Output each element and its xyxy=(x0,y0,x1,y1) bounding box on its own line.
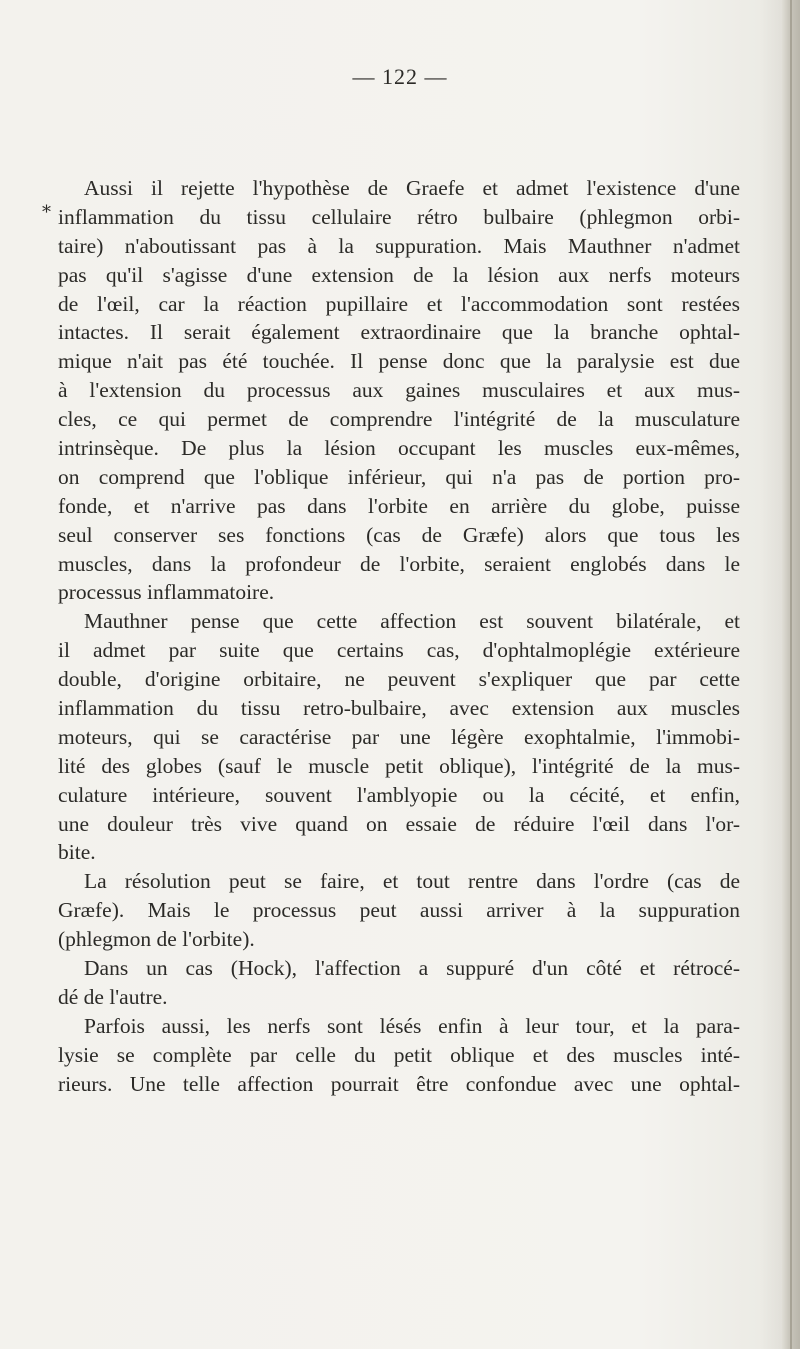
text-line: cles, ce qui permet de comprendre l'intégrité de la musculature xyxy=(58,407,740,432)
text-line: muscles, dans la profondeur de l'orbite, seraient englobés dans le xyxy=(58,551,740,576)
text-line: lysie se complète par celle du petit oblique et des muscles inté- xyxy=(58,1042,740,1067)
text-line: il admet par suite que certains cas, d'ophtalmoplégie extérieure xyxy=(58,638,740,663)
text-line: on comprend que l'oblique inférieur, qui n'a pas de portion pro- xyxy=(58,464,740,489)
text-line: intactes. Il serait également extraordinaire que la branche ophtal- xyxy=(58,320,740,345)
text-line: intrinsèque. De plus la lésion occupant les muscles eux-mêmes, xyxy=(58,436,740,461)
page-number: — 122 — xyxy=(352,64,448,89)
text-line: (phlegmon de l'orbite). xyxy=(58,927,255,952)
text-line: Mauthner pense que cette affection est souvent bilatérale, et xyxy=(84,609,740,634)
text-line: dé de l'autre. xyxy=(58,984,168,1009)
text-line: mique n'ait pas été touchée. Il pense donc que la paralysie est due xyxy=(58,349,740,374)
text-line: rieurs. Une telle affection pourrait être confondue avec une ophtal- xyxy=(58,1071,740,1096)
text-line: inflammation du tissu retro-bulbaire, avec extension aux muscles xyxy=(58,696,740,721)
text-line: de l'œil, car la réaction pupillaire et l'accommodation sont restées xyxy=(58,291,740,316)
text-line: taire) n'aboutissant pas à la suppuration. Mais Mauthner n'admet xyxy=(58,233,740,258)
text-line: bite. xyxy=(58,840,96,865)
text-line: Dans un cas (Hock), l'affection a suppuré d'un côté et rétrocé- xyxy=(84,956,740,981)
text-line: fonde, et n'arrive pas dans l'orbite en arrière du globe, puisse xyxy=(58,493,740,518)
text-line: culature intérieure, souvent l'amblyopie ou la cécité, et enfin, xyxy=(58,782,740,807)
text-line: La résolution peut se faire, et tout rentre dans l'ordre (cas de xyxy=(84,869,740,894)
text-line: double, d'origine orbitaire, ne peuvent s'expliquer que par cette xyxy=(58,667,740,692)
page-edge-line xyxy=(790,0,792,1349)
margin-asterisk: * xyxy=(42,202,51,223)
body-text xyxy=(58,174,740,1099)
text-line: à l'extension du processus aux gaines musculaires et aux mus- xyxy=(58,378,740,403)
text-line: une douleur très vive quand on essaie de réduire l'œil dans l'or- xyxy=(58,811,740,836)
text-line: Parfois aussi, les nerfs sont lésés enfin à leur tour, et la para- xyxy=(84,1013,740,1038)
text-line: Græfe). Mais le processus peut aussi arriver à la suppuration xyxy=(58,898,740,923)
text-line: inflammation du tissu cellulaire rétro bulbaire (phlegmon orbi- xyxy=(58,204,740,229)
text-line: pas qu'il s'agisse d'une extension de la lésion aux nerfs moteurs xyxy=(58,262,740,287)
text-line: Aussi il rejette l'hypothèse de Graefe et admet l'existence d'une xyxy=(84,176,740,200)
text-line: processus inflammatoire. xyxy=(58,580,275,605)
text-line: lité des globes (sauf le muscle petit oblique), l'intégrité de la mus- xyxy=(58,753,740,778)
text-line: moteurs, qui se caractérise par une légère exophtalmie, l'immobi- xyxy=(58,724,740,749)
text-line: seul conserver ses fonctions (cas de Græfe) alors que tous les xyxy=(58,522,740,547)
